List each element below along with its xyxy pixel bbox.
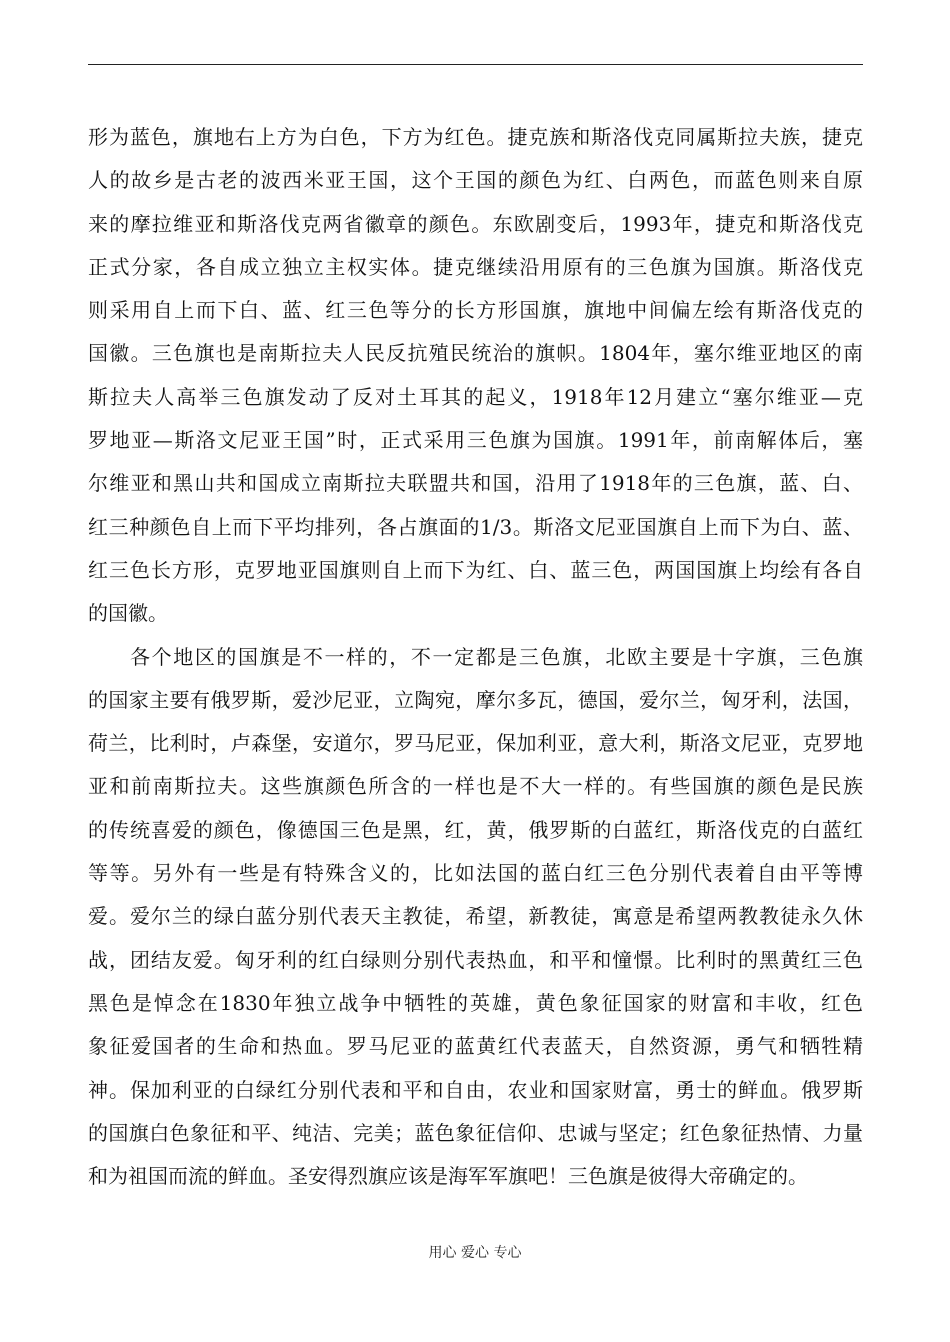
paragraph-2 <box>88 636 863 1199</box>
text-line: 和为祖国而流的鲜血。圣安得烈旗应该是海军军旗吧！三色旗是彼得大帝确定的。 <box>88 1164 808 1189</box>
text-line: 象征爱国者的生命和热血。罗马尼亚的蓝黄红代表蓝天，自然资源，勇气和牺牲精 <box>88 1034 863 1059</box>
text-line: 亚和前南斯拉夫。这些旗颜色所含的一样也是不大一样的。有些国旗的颜色是民族 <box>88 774 863 799</box>
text-line: 的国家主要有俄罗斯，爱沙尼亚，立陶宛，摩尔多瓦，德国，爱尔兰，匈牙利，法国， <box>88 687 863 712</box>
text-line: 战，团结友爱。匈牙利的红白绿则分别代表热血，和平和憧憬。比利时的黑黄红三色 <box>88 947 863 972</box>
text-line: 的传统喜爱的颜色，像德国三色是黑，红，黄，俄罗斯的白蓝红，斯洛伐克的白蓝红 <box>88 817 863 842</box>
text-line: 等等。另外有一些是有特殊含义的，比如法国的蓝白红三色分别代表着自由平等博 <box>88 861 863 886</box>
text-line: 斯拉夫人高举三色旗发动了反对土耳其的起义，1918年12月建立“塞尔维亚—克 <box>88 384 863 409</box>
text-line: 尔维亚和黑山共和国成立南斯拉夫联盟共和国，沿用了1918年的三色旗，蓝、白、 <box>88 471 863 496</box>
text-line: 的国旗白色象征和平、纯洁、完美；蓝色象征信仰、忠诚与坚定；红色象征热情、力量 <box>88 1120 863 1145</box>
text-line: 黑色是悼念在1830年独立战争中牺牲的英雄，黄色象征国家的财富和丰收，红色 <box>88 990 863 1015</box>
text-line: 来的摩拉维亚和斯洛伐克两省徽章的颜色。东欧剧变后，1993年，捷克和斯洛伐克 <box>88 211 863 236</box>
text-line: 红三种颜色自上而下平均排列，各占旗面的1/3。斯洛文尼亚国旗自上而下为白、蓝、 <box>88 514 863 539</box>
text-line: 罗地亚—斯洛文尼亚王国”时，正式采用三色旗为国旗。1991年，前南解体后，塞 <box>88 428 863 453</box>
text-line: 的国徽。 <box>88 601 168 626</box>
text-line: 形为蓝色，旗地右上方为白色，下方为红色。捷克族和斯洛伐克同属斯拉夫族，捷克 <box>88 125 863 149</box>
text-line: 爱。爱尔兰的绿白蓝分别代表天主教徒，希望，新教徒，寓意是希望两教教徒永久休 <box>88 904 863 929</box>
document-body <box>88 116 863 1198</box>
text-line: 荷兰，比利时，卢森堡，安道尔，罗马尼亚，保加利亚，意大利，斯洛文尼亚，克罗地 <box>88 731 863 756</box>
text-line: 正式分家，各自成立独立主权实体。捷克继续沿用原有的三色旗为国旗。斯洛伐克 <box>88 254 863 279</box>
page-footer: 用心 爱心 专心 <box>428 1245 522 1261</box>
text-line: 各个地区的国旗是不一样的，不一定都是三色旗，北欧主要是十字旗，三色旗 <box>130 644 863 669</box>
paragraph-1 <box>88 116 863 636</box>
header-rule <box>88 64 863 65</box>
text-line: 人的故乡是古老的波西米亚王国，这个王国的颜色为红、白两色，而蓝色则来自原 <box>88 168 863 193</box>
text-line: 国徽。三色旗也是南斯拉夫人民反抗殖民统治的旗帜。1804年，塞尔维亚地区的南 <box>88 341 863 366</box>
text-line: 则采用自上而下白、蓝、红三色等分的长方形国旗，旗地中间偏左绘有斯洛伐克的 <box>88 298 863 323</box>
text-line: 神。保加利亚的白绿红分别代表和平和自由，农业和国家财富，勇士的鲜血。俄罗斯 <box>88 1077 863 1102</box>
text-line: 红三色长方形，克罗地亚国旗则自上而下为红、白、蓝三色，两国国旗上均绘有各自 <box>88 557 863 582</box>
